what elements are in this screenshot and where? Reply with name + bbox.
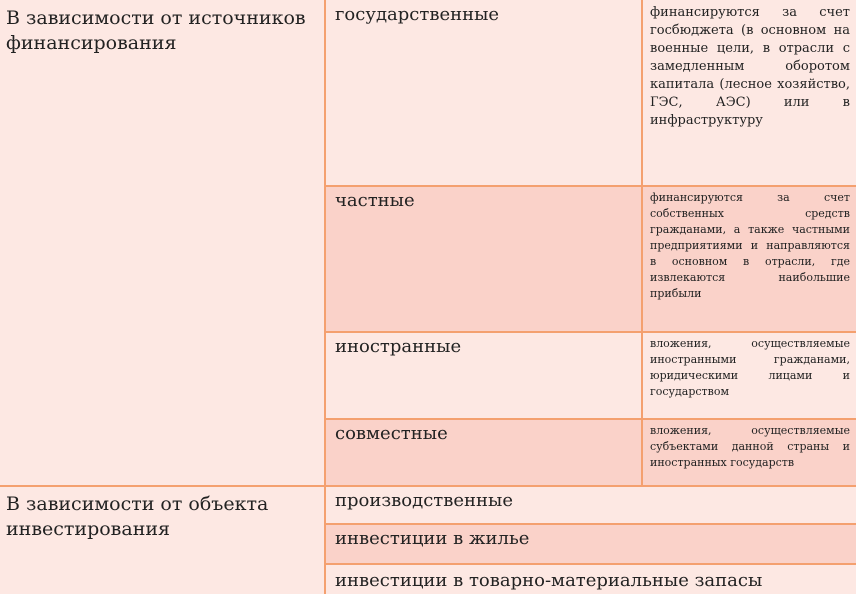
description-text: вложения, осуществляемые иностранными гражданами, юридическими лицами и государством: [650, 337, 850, 398]
grid-line: [325, 563, 856, 565]
type-cell: [325, 419, 642, 486]
description-cell: [642, 419, 856, 486]
grid-line: [325, 185, 856, 187]
category-cell: [0, 0, 325, 486]
type-cell: [325, 524, 856, 564]
category-label: В зависимости от источников финансирования: [6, 7, 306, 54]
type-label: совместные: [335, 423, 448, 444]
category-label: В зависимости от объекта инвестирования: [6, 493, 269, 540]
type-label: иностранные: [335, 336, 462, 357]
type-label: частные: [335, 190, 415, 211]
type-label: инвестиции в жилье: [335, 528, 530, 549]
grid-line: [324, 0, 326, 594]
type-label: производственные: [335, 490, 514, 511]
grid-line: [325, 418, 856, 420]
grid-line: [325, 331, 856, 333]
type-cell: [325, 0, 642, 186]
description-text: финансируются за счет госбюджета (в основном на военные цели, в отрасли с замедленным оборотом капитала (лесное хозяйство, ГЭС, АЭС) или в инфраструктуру: [650, 5, 850, 128]
grid-line: [325, 523, 856, 525]
type-cell: [325, 186, 642, 332]
grid-line: [641, 0, 643, 486]
category-cell: [0, 486, 325, 594]
description-cell: [642, 332, 856, 419]
description-text: вложения, осуществляемые субъектами данной страны и иностранных государств: [650, 424, 850, 469]
type-label: инвестиции в товарно-материальные запасы: [335, 570, 763, 591]
grid-line: [0, 485, 856, 487]
type-cell: [325, 332, 642, 419]
type-label: государственные: [335, 4, 500, 25]
description-text: финансируются за счет собственных средств гражданами, а также частными предприятиями и направляются в основном в отрасли, где извлекаются наибольшие прибыли: [650, 191, 850, 300]
type-cell: [325, 486, 856, 524]
description-cell: [642, 186, 856, 332]
type-cell: [325, 564, 856, 594]
description-cell: [642, 0, 856, 186]
